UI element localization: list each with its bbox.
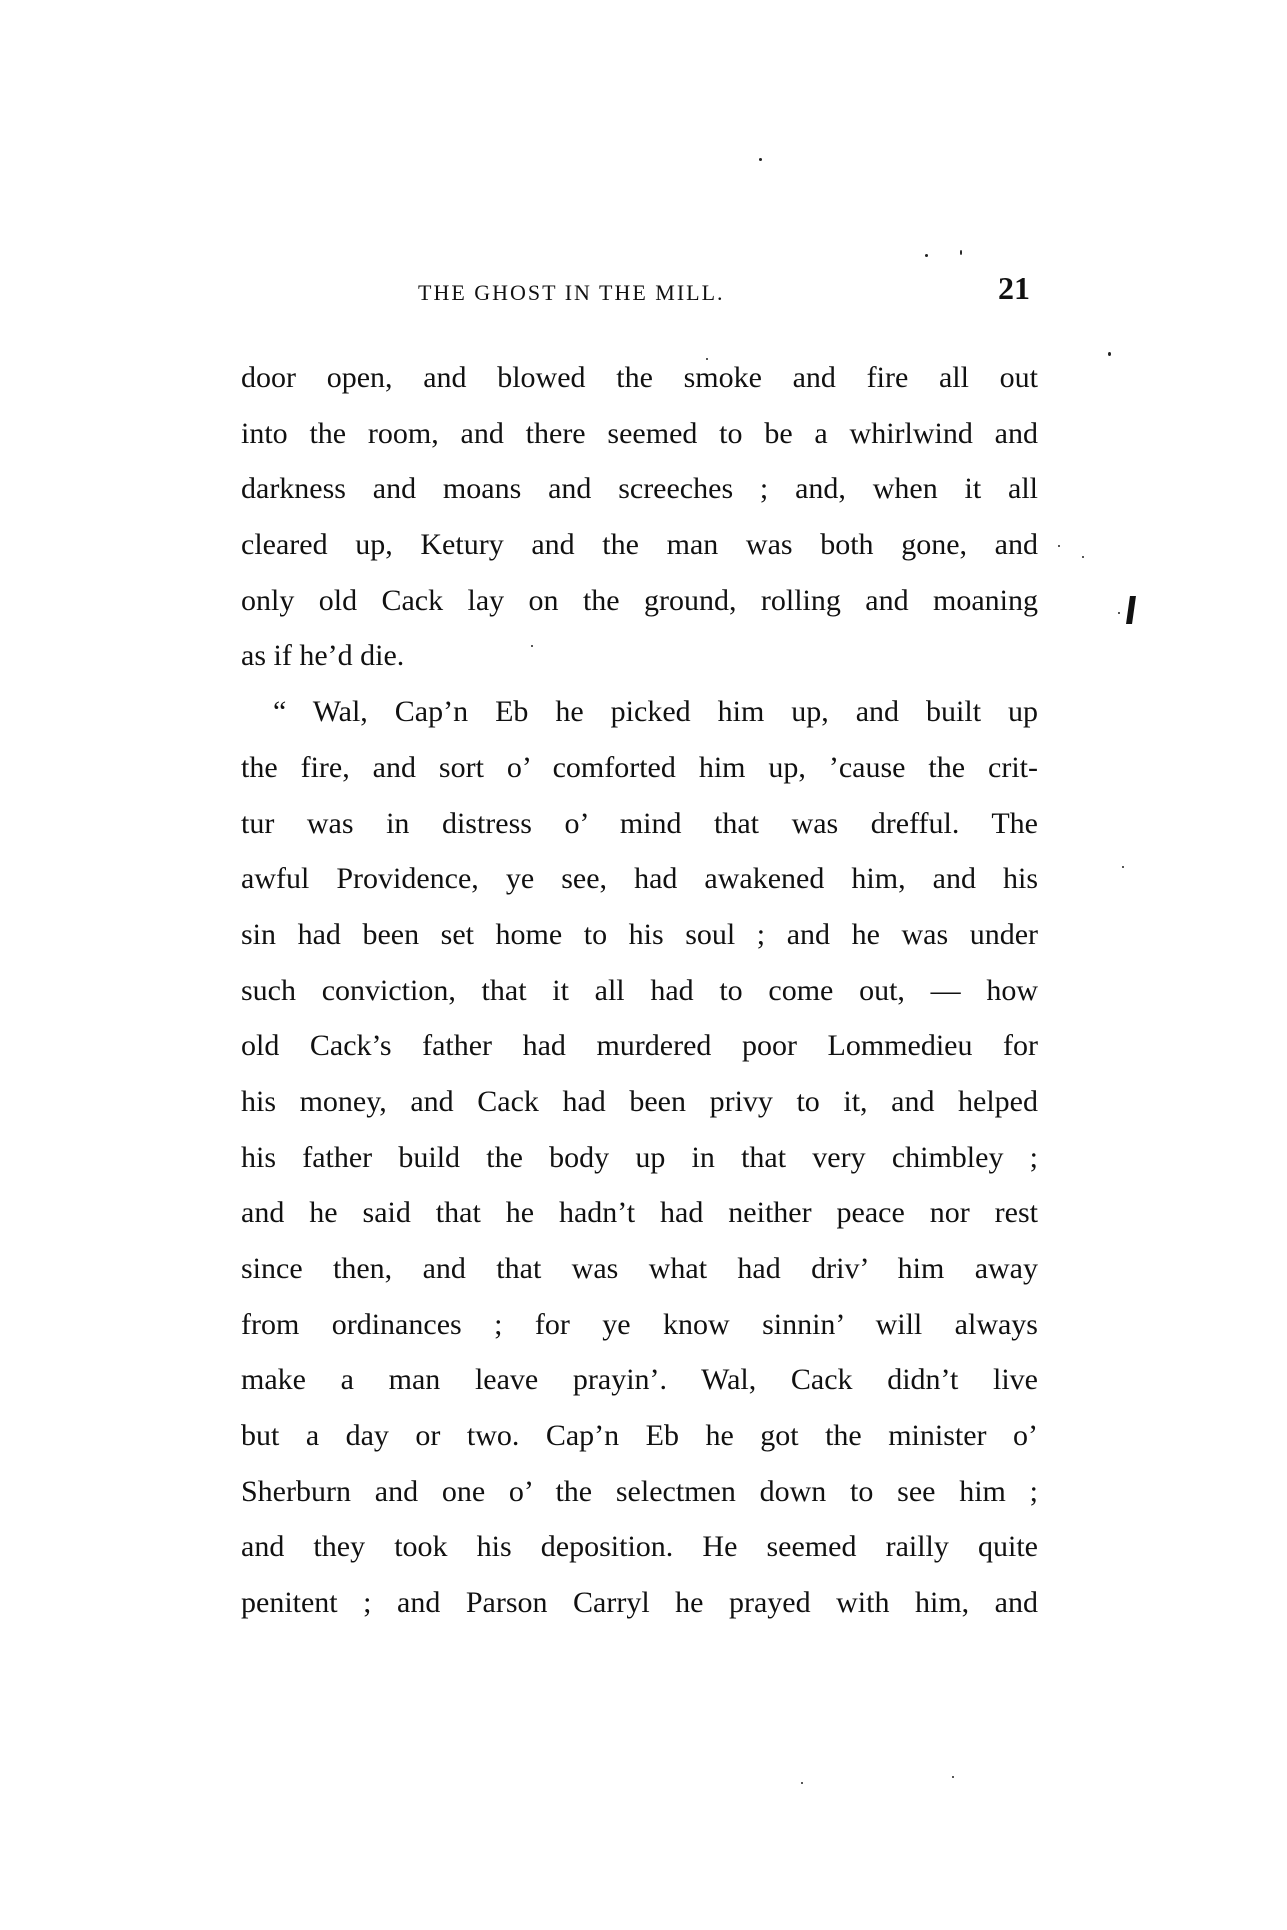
text-line: into the room, and there seemed to be a whirlwind and	[241, 416, 1038, 450]
running-title: THE GHOST IN THE MILL.	[418, 280, 725, 305]
text-line: and they took his deposition. He seemed railly quite	[241, 1530, 1038, 1564]
text-line: but a day or two. Cap’n Eb he got the minister o’	[241, 1419, 1038, 1453]
text-line: from ordinances ; for ye know sinnin’ will always	[241, 1307, 1038, 1341]
text-line: and he said that he hadn’t had neither peace nor rest	[241, 1196, 1038, 1230]
body-text	[241, 350, 1038, 1631]
text-line: only old Cack lay on the ground, rolling and moaning	[241, 583, 1038, 617]
text-line: “ Wal, Cap’n Eb he picked him up, and built up	[273, 695, 1038, 729]
text-line: awful Providence, ye see, had awakened him, and his	[241, 862, 1038, 896]
page-number: 21	[998, 270, 1030, 306]
text-line: tur was in distress o’ mind that was drefful. The	[241, 806, 1038, 840]
text-line: his money, and Cack had been privy to it, and helped	[241, 1084, 1038, 1118]
text-line: darkness and moans and screeches ; and, when it all	[241, 472, 1038, 506]
text-line: his father build the body up in that very chimbley ;	[241, 1140, 1038, 1174]
ink-blot	[1126, 596, 1136, 624]
text-line: door open, and blowed the smoke and fire all out	[241, 361, 1038, 394]
text-line: Sherburn and one o’ the selectmen down to see him ;	[241, 1474, 1038, 1508]
print-speck	[960, 250, 962, 255]
text-line: cleared up, Ketury and the man was both gone, and	[241, 528, 1038, 562]
print-speck	[1108, 352, 1111, 356]
print-speck	[1122, 866, 1124, 868]
print-speck	[1118, 612, 1120, 614]
text-line: since then, and that was what had driv’ him away	[241, 1252, 1038, 1285]
text-line: such conviction, that it all had to come out, — how	[241, 973, 1038, 1007]
print-speck	[952, 1776, 954, 1778]
text-line: old Cack’s father had murdered poor Lommedieu for	[241, 1029, 1038, 1063]
running-head	[240, 270, 1040, 310]
print-speck	[531, 645, 533, 647]
text-line: the fire, and sort o’ comforted him up, ’cause the crit-	[241, 750, 1038, 784]
text-line: sin had been set home to his soul ; and he was under	[241, 917, 1038, 951]
text-line: as if he’d die.	[241, 639, 405, 673]
print-speck	[801, 1782, 803, 1784]
text-line: make a man leave prayin’. Wal, Cack didn’t live	[241, 1363, 1038, 1397]
print-speck	[706, 358, 708, 360]
text-line: penitent ; and Parson Carryl he prayed with him, and	[241, 1586, 1038, 1620]
print-speck	[925, 254, 928, 257]
print-speck	[1058, 545, 1060, 547]
print-speck	[759, 158, 762, 161]
print-speck	[1082, 556, 1084, 558]
